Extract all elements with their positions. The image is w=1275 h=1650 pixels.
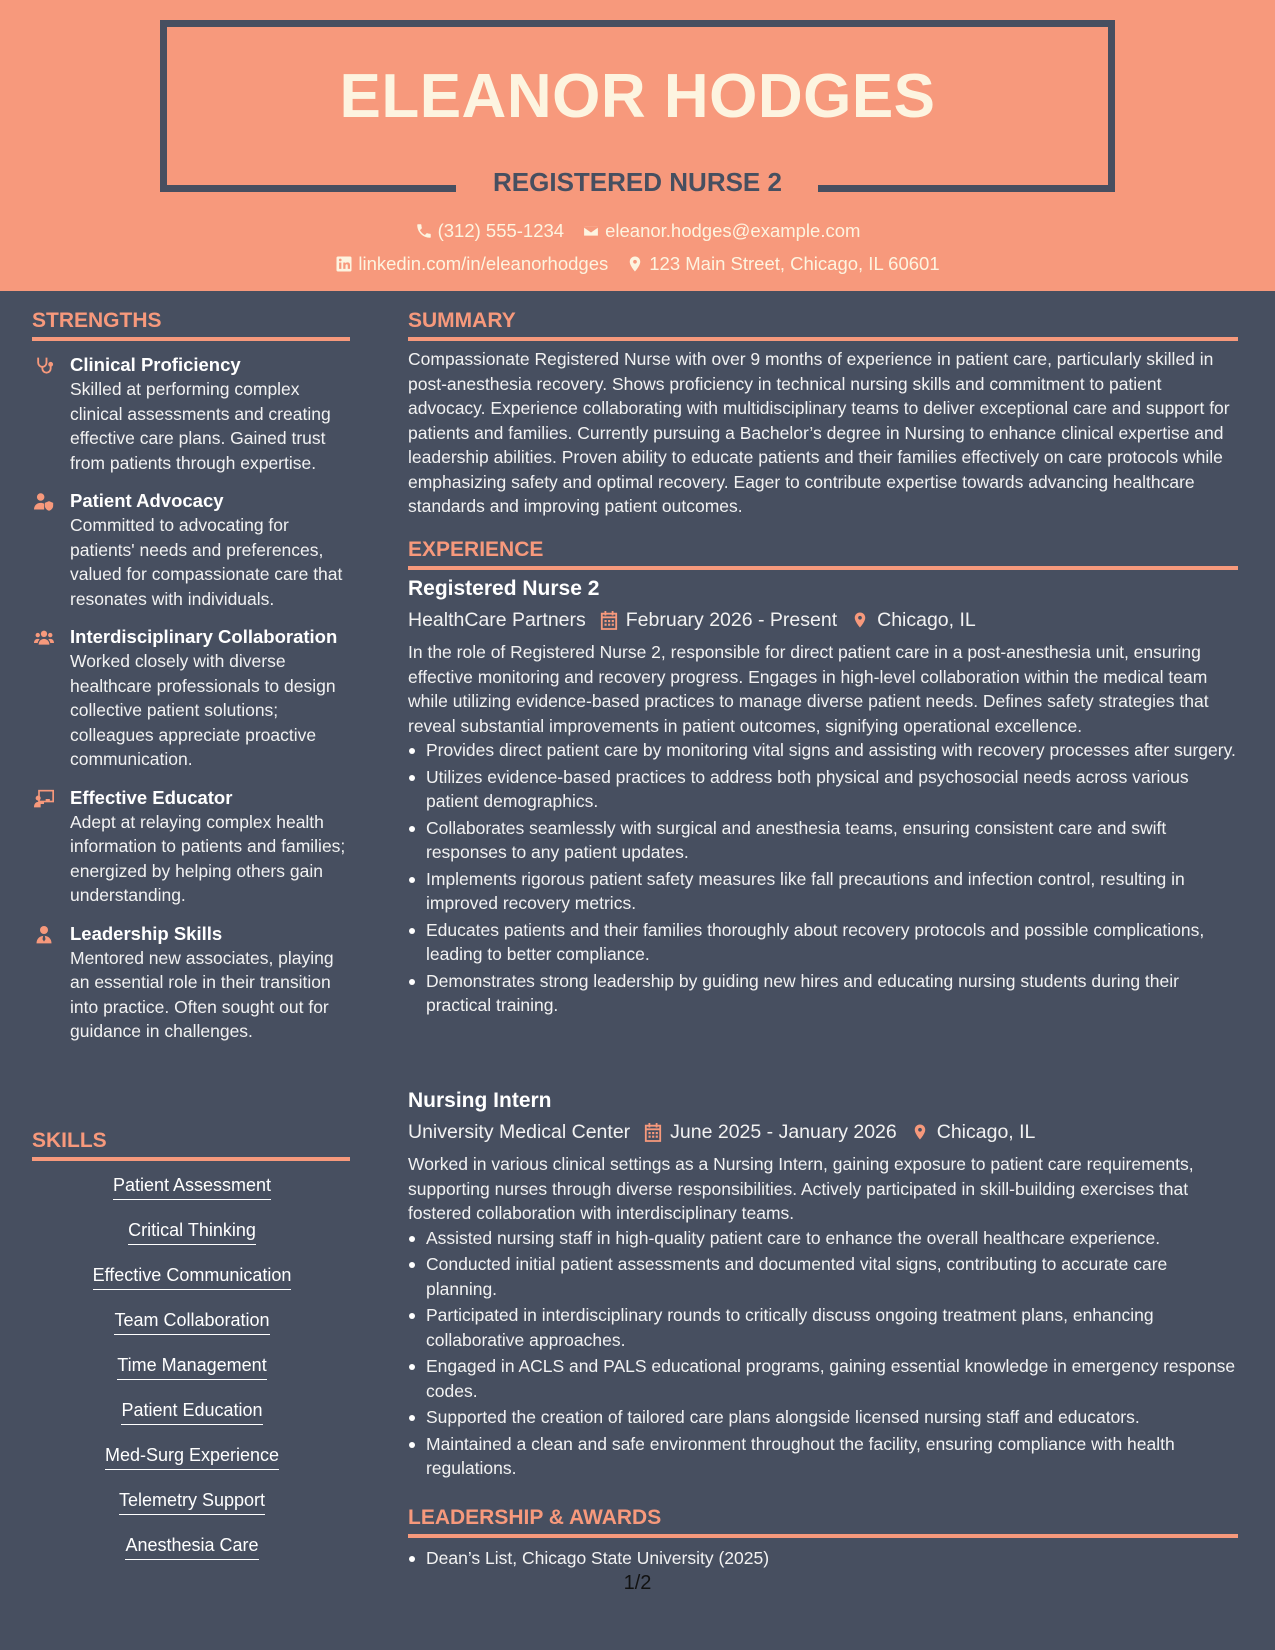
user-tie-icon — [32, 925, 56, 945]
calendar-icon — [600, 610, 618, 630]
leadership-heading: LEADERSHIP & AWARDS — [408, 1506, 662, 1529]
bullet-item: Educates patients and their families thoroughly about recovery protocols and possible complications, leading to better compliance. — [408, 918, 1238, 967]
address-text: 123 Main Street, Chicago, IL 60601 — [649, 253, 940, 274]
skill-item: Effective Communication — [32, 1263, 352, 1308]
resume-header — [0, 0, 1275, 291]
job-location: Chicago, IL — [877, 609, 976, 631]
address-contact — [626, 255, 939, 274]
phone-icon — [415, 222, 433, 240]
bullet-item: Assisted nursing staff in high-quality patient care to enhance the overall healthcare experience. — [408, 1226, 1238, 1251]
bullet-item: Demonstrates strong leadership by guiding new hires and educating nursing students during their practical training. — [408, 969, 1238, 1018]
experience-rule — [408, 566, 1238, 570]
strength-item — [32, 489, 352, 611]
skill-item: Anesthesia Care — [32, 1533, 352, 1578]
map-marker-icon — [851, 610, 869, 630]
strength-name: Interdisciplinary Collaboration — [70, 626, 338, 647]
skill-item: Telemetry Support — [32, 1488, 352, 1533]
job-entry-title: Registered Nurse 2 — [408, 577, 600, 600]
phone-contact[interactable] — [415, 222, 565, 241]
bullet-item: Provides direct patient care by monitoring vital signs and assisting with recovery processes after surgery. — [408, 738, 1238, 763]
contact-row-1 — [0, 222, 1275, 241]
strengths-list — [32, 353, 352, 1058]
experience-heading: EXPERIENCE — [408, 538, 544, 561]
linkedin-text: linkedin.com/in/eleanorhodges — [358, 253, 609, 274]
envelope-icon — [582, 222, 600, 240]
job-description: In the role of Registered Nurse 2, responsible for direct patient care in a post-anesthesia unit, ensuring effective monitoring and recovery progress. Engages in high-level collaboration within the medical team while utilizing evidence-based practices to manage diverse patient needs. Defines safety strategies that reveal substantial improvements in patient outcomes, signifying operational excellence. — [408, 642, 1209, 736]
bullet-item: Maintained a clean and safe environment throughout the facility, ensuring compliance with health regulations. — [408, 1432, 1238, 1481]
strength-description: Skilled at performing complex clinical assessments and creating effective care plans. Gained trust from patients through expertise. — [70, 379, 331, 473]
skills-heading: SKILLS — [32, 1129, 107, 1152]
summary-text: Compassionate Registered Nurse with over 9 months of experience in patient care, particularly skilled in post-anesthesia recovery. Shows proficiency in technical nursing skills and commitment to patient advocacy. Experience collaborating with multidisciplinary teams to deliver exceptional care and support for patients and families. Currently pursuing a Bachelor’s degree in Nursing to enhance clinical expertise and leadership abilities. Proven ability to educate patients and their families effectively on care protocols while emphasizing safety and optimal recovery. Eager to contribute expertise towards advancing healthcare standards and improving patient outcomes. — [408, 349, 1230, 516]
phone-text: (312) 555-1234 — [437, 220, 565, 241]
job-title: REGISTERED NURSE 2 — [493, 167, 782, 197]
calendar-icon — [644, 1122, 662, 1142]
job-entry — [408, 1088, 1238, 1483]
job-entry-title: Nursing Intern — [408, 1089, 552, 1112]
bullet-item: Collaborates seamlessly with surgical and anesthesia teams, ensuring consistent care and swift responses to any patient updates. — [408, 816, 1238, 865]
job-bullets — [408, 1226, 1238, 1481]
email-text: eleanor.hodges@example.com — [605, 220, 861, 241]
strength-item — [32, 786, 352, 908]
skill-item: Patient Education — [32, 1398, 352, 1443]
job-dates: June 2025 - January 2026 — [670, 1121, 897, 1143]
bullet-item: Implements rigorous patient safety measures like fall precautions and infection control, resulting in improved recovery metrics. — [408, 867, 1238, 916]
job-entry-meta — [408, 607, 1238, 633]
leadership-rule — [408, 1534, 1238, 1538]
users-icon — [32, 628, 56, 648]
strength-name: Leadership Skills — [70, 922, 223, 944]
strength-description: Committed to advocating for patients' needs and preferences, valued for compassionate care that resonates with individuals. — [70, 515, 343, 609]
strength-name: Patient Advocacy — [70, 490, 224, 511]
contact-row-2 — [0, 255, 1275, 274]
strength-description: Worked closely with diverse healthcare professionals to design collective patient solutions; colleagues appreciate proactive communication. — [70, 651, 336, 769]
skill-item: Med-Surg Experience — [32, 1443, 352, 1488]
skill-item: Critical Thinking — [32, 1218, 352, 1263]
candidate-name: ELEANOR HODGES — [339, 62, 936, 131]
strength-name: Effective Educator — [70, 786, 233, 808]
stethoscope-icon — [32, 356, 56, 376]
bullet-item: Utilizes evidence-based practices to address both physical and psychosocial needs across various patient demographics. — [408, 765, 1238, 814]
company-name: University Medical Center — [408, 1121, 631, 1143]
skill-item: Patient Assessment — [32, 1173, 352, 1218]
map-marker-icon — [911, 1122, 929, 1142]
map-marker-icon — [626, 255, 644, 273]
skills-rule — [32, 1157, 350, 1161]
job-dates: February 2026 - Present — [625, 609, 838, 631]
leadership-list — [408, 1546, 1238, 1573]
strength-name: Clinical Proficiency — [70, 354, 241, 375]
strength-item — [32, 353, 352, 475]
job-description: Worked in various clinical settings as a Nursing Intern, gaining exposure to patient care requirements, supporting nurses through diverse responsibilities. Actively participated in skill-building exercises that fostered collaboration with interdisciplinary teams. — [408, 1154, 1194, 1223]
linkedin-icon — [335, 255, 353, 273]
job-location: Chicago, IL — [936, 1121, 1036, 1143]
bullet-item: Engaged in ACLS and PALS educational programs, gaining essential knowledge in emergency response codes. — [408, 1354, 1238, 1403]
bullet-item: Participated in interdisciplinary rounds to critically discuss ongoing treatment plans, enhancing collaborative approaches. — [408, 1303, 1238, 1352]
job-entry-meta — [408, 1119, 1238, 1145]
strength-description: Adept at relaying complex health information to patients and families; energized by helping others gain understanding. — [70, 811, 346, 905]
chalkboard-teacher-icon — [32, 789, 56, 809]
job-entry — [408, 576, 1238, 1020]
strengths-heading: STRENGTHS — [32, 309, 162, 332]
page-number: 1/2 — [623, 1572, 652, 1594]
skill-item: Time Management — [32, 1353, 352, 1398]
strength-description: Mentored new associates, playing an essential role in their transition into practice. Often sought out for guidance in challenges. — [70, 947, 334, 1041]
strength-item — [32, 625, 352, 772]
summary-rule — [408, 337, 1238, 341]
bullet-item: Conducted initial patient assessments and documented vital signs, contributing to accurate care planning. — [408, 1252, 1238, 1301]
bullet-item: Supported the creation of tailored care plans alongside licensed nursing staff and educators. — [408, 1405, 1238, 1430]
company-name: HealthCare Partners — [408, 609, 586, 631]
skill-item: Team Collaboration — [32, 1308, 352, 1353]
email-contact[interactable] — [582, 222, 860, 241]
skills-list — [32, 1173, 352, 1578]
job-bullets — [408, 738, 1238, 1018]
strengths-rule — [32, 337, 350, 341]
strength-item — [32, 922, 352, 1044]
award-item: Dean’s List, Chicago State University (2025) — [408, 1546, 1238, 1571]
linkedin-contact[interactable] — [335, 255, 608, 274]
summary-heading: SUMMARY — [408, 309, 516, 332]
user-shield-icon — [32, 492, 56, 512]
